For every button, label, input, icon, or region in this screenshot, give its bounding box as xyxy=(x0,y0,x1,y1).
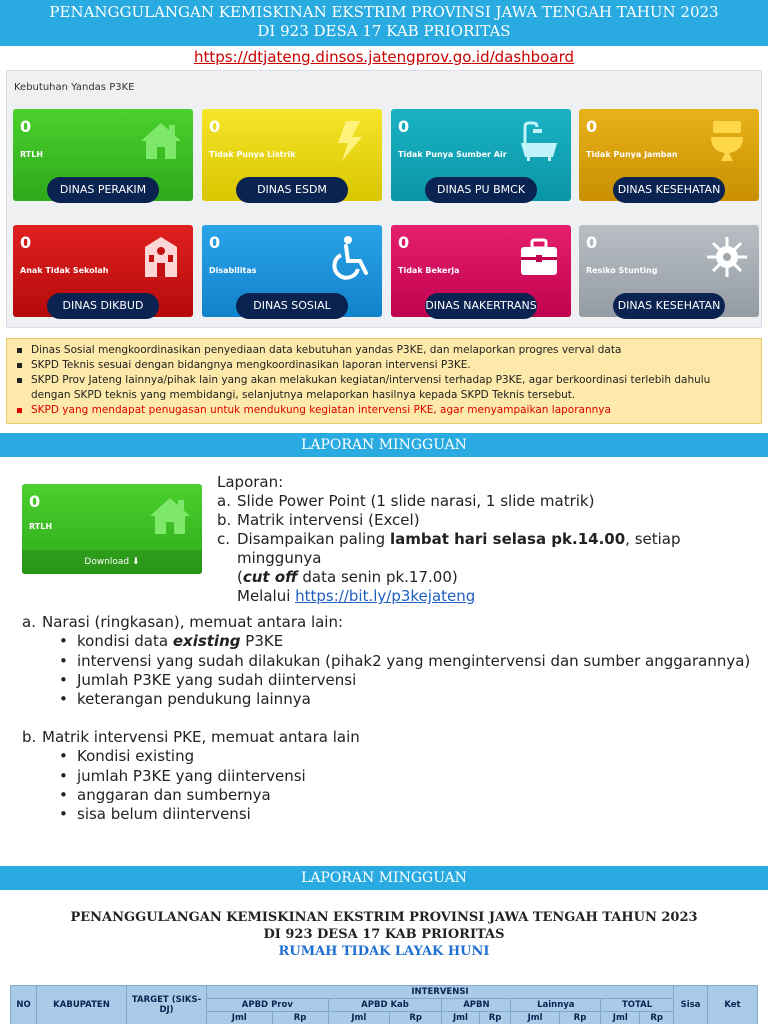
card-label: Disabilitas xyxy=(209,266,257,275)
card-jamban[interactable] xyxy=(579,109,759,201)
bathtub-icon xyxy=(515,117,563,165)
notes-box xyxy=(6,338,762,424)
rtlh-table-container xyxy=(10,985,758,1024)
note-item-highlight: SKPD yang mendapat penugasan untuk mendukung kegiatan intervensi PKE, agar menyampaikan laporannya xyxy=(15,403,753,418)
card-button-nakertrans[interactable]: DINAS NAKERTRANS xyxy=(425,293,537,319)
table-subtitle: RUMAH TIDAK LAYAK HUNI xyxy=(278,944,490,959)
card-button-sosial[interactable]: DINAS SOSIAL xyxy=(236,293,348,319)
note-item: Dinas Sosial mengkoordinasikan penyediaan data kebutuhan yandas P3KE, dan melaporkan progres verval data xyxy=(15,343,753,358)
dashboard-title: Kebutuhan Yandas P3KE xyxy=(14,82,135,93)
th-rp: Rp xyxy=(559,1012,600,1024)
rtlh-example-card[interactable] xyxy=(22,484,202,574)
download-button[interactable] xyxy=(22,550,202,574)
toilet-icon xyxy=(703,117,751,165)
card-sumber-air[interactable] xyxy=(391,109,571,201)
card-label: Resiko Stunting xyxy=(586,266,658,275)
section-title: LAPORAN MINGGUAN xyxy=(301,437,467,453)
card-anak-tidak-sekolah[interactable] xyxy=(13,225,193,317)
dashboard-panel xyxy=(6,70,762,328)
card-label: Tidak Punya Listrik xyxy=(209,150,296,159)
card-value: 0 xyxy=(20,117,32,136)
th-group: APBN xyxy=(442,999,511,1012)
table-title-line1: PENANGGULANGAN KEMISKINAN EKSTRIM PROVINSI JAWA TENGAH TAHUN 2023 xyxy=(70,910,698,925)
list-item: • sisa belum diintervensi xyxy=(59,805,762,824)
section-title: LAPORAN MINGGUAN xyxy=(301,870,467,886)
th-no: NO xyxy=(11,986,37,1024)
th-rp: Rp xyxy=(272,1012,328,1024)
lightning-icon xyxy=(326,117,374,165)
school-icon xyxy=(137,233,185,281)
th-jml: Jml xyxy=(328,1012,389,1024)
laporan-deadline: lambat hari selasa pk.14.00 xyxy=(389,530,626,548)
card-label: Anak Tidak Sekolah xyxy=(20,266,109,275)
list-item: • jumlah P3KE yang diintervensi xyxy=(59,767,762,786)
card-label: Tidak Punya Sumber Air xyxy=(398,150,507,159)
rtlh-table xyxy=(10,985,758,1024)
header-title-line1: PENANGGULANGAN KEMISKINAN EKSTRIM PROVINSI JAWA TENGAH TAHUN 2023 xyxy=(49,3,719,21)
th-jml: Jml xyxy=(207,1012,273,1024)
briefcase-icon xyxy=(515,233,563,281)
th-sisa: Sisa xyxy=(674,986,708,1024)
th-jml: Jml xyxy=(442,1012,479,1024)
virus-icon xyxy=(703,233,751,281)
card-value: 0 xyxy=(398,233,410,252)
laporan-block xyxy=(217,473,762,606)
card-label: Tidak Bekerja xyxy=(398,266,460,275)
section-banner-laporan xyxy=(0,433,768,457)
list-item: • intervensi yang sudah dilakukan (pihak2 yang mengintervensi dan sumber anggarannya) xyxy=(59,652,762,671)
th-rp: Rp xyxy=(640,1012,674,1024)
card-value: 0 xyxy=(398,117,410,136)
laporan-title: Laporan: xyxy=(217,473,284,491)
th-kabupaten: KABUPATEN xyxy=(37,986,127,1024)
cutoff-rest: data senin pk.17.00) xyxy=(297,568,458,586)
card-value: 0 xyxy=(20,233,32,252)
card-label: RTLH xyxy=(29,522,53,531)
card-rtlh[interactable] xyxy=(13,109,193,201)
item-text-post: P3KE xyxy=(240,632,284,651)
download-icon: ⬇ xyxy=(132,557,140,567)
card-tidak-bekerja[interactable] xyxy=(391,225,571,317)
table-title xyxy=(0,909,768,960)
card-label: Tidak Punya Jamban xyxy=(586,150,678,159)
list-item: • anggaran dan sumbernya xyxy=(59,786,762,805)
list-item xyxy=(59,632,762,651)
house-icon xyxy=(137,117,185,165)
th-ket: Ket xyxy=(708,986,758,1024)
card-value: 0 xyxy=(29,492,41,511)
list-marker: b. xyxy=(217,511,232,529)
paren-open: ( xyxy=(237,568,243,586)
dashboard-url-link[interactable]: https://dtjateng.dinsos.jatengprov.go.id/dashboard xyxy=(193,48,575,66)
laporan-item xyxy=(217,492,762,511)
note-item: SKPD Prov Jateng lainnya/pihak lain yang akan melakukan kegiatan/intervensi terhadap P3KE, agar berkoordinasi terlebih dahulu dengan SKPD teknis yang membidangi, selanjutnya melaporkan hasilnya kepada SKPD Teknis tersebut. xyxy=(15,373,753,403)
card-value: 0 xyxy=(209,117,221,136)
list-marker: a. xyxy=(217,492,231,510)
card-button-dikbud[interactable]: DINAS DIKBUD xyxy=(47,293,159,319)
laporan-c-text-post: , setiap minggunya xyxy=(237,530,681,567)
card-value: 0 xyxy=(586,117,598,136)
list-marker: a. xyxy=(22,613,36,631)
card-label: RTLH xyxy=(20,150,44,159)
card-button-pu-bmck[interactable]: DINAS PU BMCK xyxy=(425,177,537,203)
th-group: APBD Prov xyxy=(207,999,329,1012)
list-marker: c. xyxy=(217,530,231,548)
table-title-line2: DI 923 DESA 17 KAB PRIORITAS xyxy=(263,927,505,942)
list-item: • Kondisi existing xyxy=(59,747,762,766)
melalui-label: Melalui xyxy=(237,587,296,605)
laporan-item-text: Matrik intervensi (Excel) xyxy=(237,511,420,529)
narasi-block xyxy=(22,613,762,709)
note-item: SKPD Teknis sesuai dengan bidangnya mengkoordinasikan laporan intervensi P3KE. xyxy=(15,358,753,373)
list-marker: b. xyxy=(22,728,37,746)
item-text: kondisi data xyxy=(77,632,173,651)
report-link[interactable]: https://bit.ly/p3kejateng xyxy=(295,587,476,605)
item-emphasis: existing xyxy=(172,632,241,651)
card-button-esdm[interactable]: DINAS ESDM xyxy=(236,177,348,203)
laporan-item-text: Slide Power Point (1 slide narasi, 1 slide matrik) xyxy=(237,492,595,510)
card-listrik[interactable] xyxy=(202,109,382,201)
th-group: TOTAL xyxy=(601,999,674,1012)
th-intervensi: INTERVENSI xyxy=(207,986,674,999)
section-banner-laporan-2 xyxy=(0,866,768,890)
th-rp: Rp xyxy=(389,1012,441,1024)
th-target: TARGET (SIKS-DJ) xyxy=(127,986,207,1024)
list-item: • Jumlah P3KE yang sudah diintervensi xyxy=(59,671,762,690)
dashboard-url-container xyxy=(0,48,768,66)
laporan-c-text: Disampaikan paling xyxy=(237,530,390,548)
list-item: • keterangan pendukung lainnya xyxy=(59,690,762,709)
header-banner xyxy=(0,0,768,46)
card-value: 0 xyxy=(209,233,221,252)
house-icon xyxy=(146,492,194,540)
th-group: Lainnya xyxy=(511,999,601,1012)
matrik-block xyxy=(22,728,762,824)
card-button-kesehatan-2[interactable]: DINAS KESEHATAN xyxy=(613,293,725,319)
card-button-kesehatan[interactable]: DINAS KESEHATAN xyxy=(613,177,725,203)
matrik-title: Matrik intervensi PKE, memuat antara lain xyxy=(42,728,360,746)
th-group: APBD Kab xyxy=(328,999,442,1012)
download-label: Download xyxy=(84,557,130,567)
cutoff-text: cut off xyxy=(242,568,298,586)
card-disabilitas[interactable] xyxy=(202,225,382,317)
card-resiko-stunting[interactable] xyxy=(579,225,759,317)
th-jml: Jml xyxy=(511,1012,559,1024)
wheelchair-icon xyxy=(326,233,374,281)
narasi-title: Narasi (ringkasan), memuat antara lain: xyxy=(42,613,344,631)
header-title-line2: DI 923 DESA 17 KAB PRIORITAS xyxy=(257,22,511,40)
th-jml: Jml xyxy=(601,1012,640,1024)
card-value: 0 xyxy=(586,233,598,252)
laporan-item xyxy=(217,511,762,530)
card-button-perakim[interactable]: DINAS PERAKIM xyxy=(47,177,159,203)
laporan-item-c xyxy=(217,530,762,587)
th-rp: Rp xyxy=(479,1012,511,1024)
